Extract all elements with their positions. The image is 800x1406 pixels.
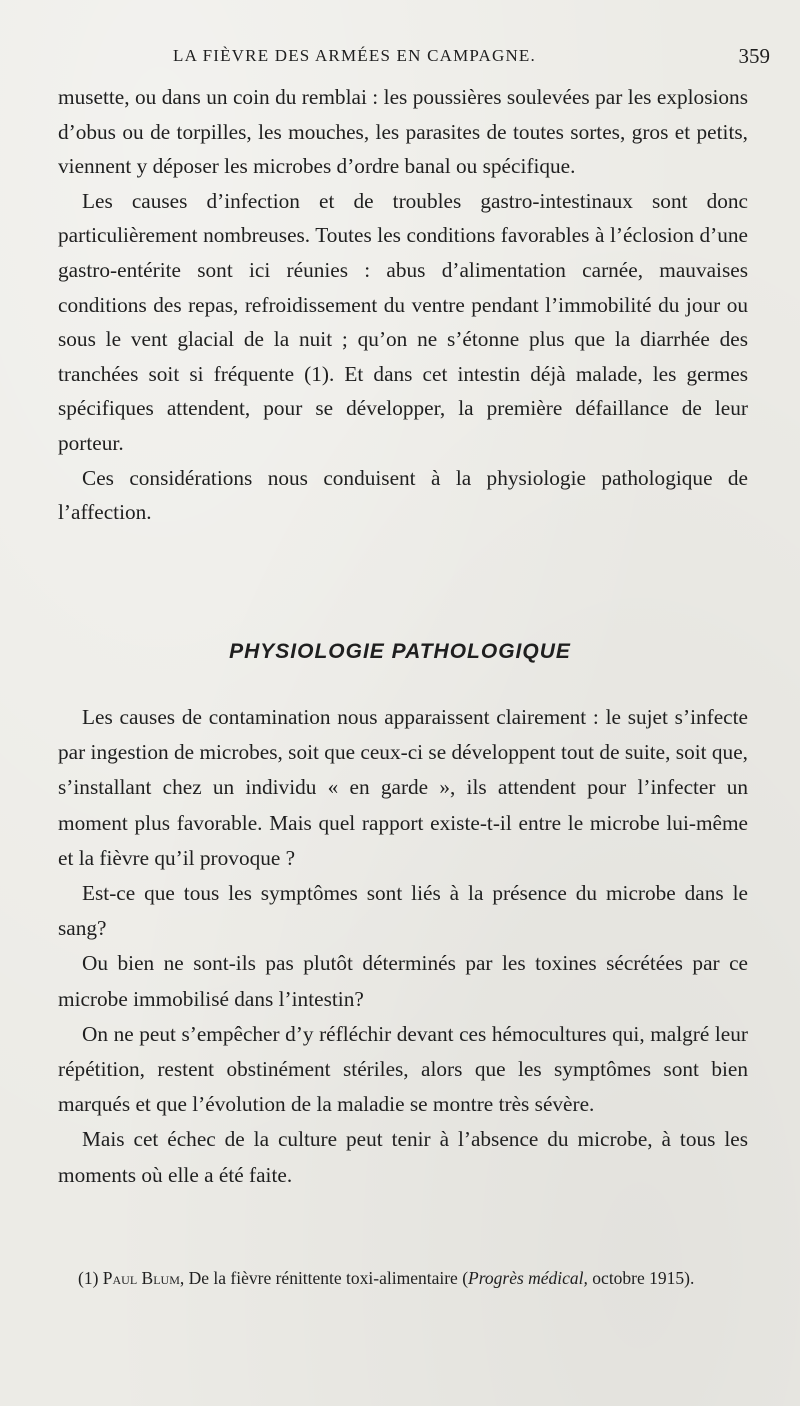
paragraph: On ne peut s’empêcher d’y réfléchir devant ces hémocultures qui, malgré leur répétition, restent obstinément stériles, alors que les symptômes sont bien marqués et que l’évolution de la maladie se montre très sévère.	[58, 1021, 748, 1117]
footnote-author: Paul Blum,	[102, 1268, 185, 1288]
paragraph: Les causes de contamination nous apparaissent clairement : le sujet s’infecte par ingestion de microbes, soit que ceux-ci se développent tout de suite, soit que, s’installant chez un individu « en garde », ils attendent pour l’infecter un moment plus favorable. Mais quel rapport existe-t-il entre le microbe lui-même et la fièvre qu’il provoque ?	[58, 705, 748, 870]
paragraph: Ou bien ne sont-ils pas plutôt déterminés par les toxines sécrétées par ce microbe immobilisé dans l’intestin?	[58, 951, 748, 1011]
footnote-end: octobre 1915).	[592, 1268, 695, 1288]
paragraph: Ces considérations nous conduisent à la physiologie pathologique de l’affection.	[58, 465, 748, 525]
body-text-before-heading	[58, 80, 748, 530]
paragraph: Est-ce que tous les symptômes sont liés à la présence du microbe dans le sang?	[58, 881, 748, 941]
page-header	[60, 40, 770, 72]
paragraph: musette, ou dans un coin du remblai : les poussières soulevées par les explosions d’obus ou de torpilles, les mouches, les parasites de toutes sortes, gros et petits, viennent y déposer les microbes d’ordre banal ou spécifique.	[58, 85, 748, 179]
paragraph: Mais cet échec de la culture peut tenir à l’absence du microbe, à tous les moments où elle a été faite.	[58, 1127, 748, 1187]
running-title: LA FIÈVRE DES ARMÉES EN CAMPAGNE.	[173, 46, 536, 65]
footnote	[58, 1265, 748, 1292]
page-number: 359	[738, 44, 770, 68]
footnote-text: De la fièvre rénittente toxi-alimentaire (	[188, 1268, 469, 1288]
footnote-journal: Progrès médical,	[468, 1268, 588, 1288]
footnote-marker: (1)	[78, 1268, 99, 1288]
body-text-after-heading	[58, 700, 748, 1193]
section-heading: PHYSIOLOGIE PATHOLOGIQUE	[229, 640, 571, 663]
paragraph: Les causes d’infection et de troubles gastro-intestinaux sont donc particulièrement nombreuses. Toutes les conditions favorables à l’éclosion d’une gastro-entérite sont ici réunies : abus d’alimentation carnée, mauvaises conditions des repas, refroidissement du ventre pendant l’immobilité du jour ou sous le vent glacial de la nuit ; qu’on ne s’étonne plus que la diarrhée des tranchées soit si fréquente (1). Et dans cet intestin déjà malade, les germes spécifiques attendent, pour se développer, la première défaillance de leur porteur.	[58, 188, 748, 455]
